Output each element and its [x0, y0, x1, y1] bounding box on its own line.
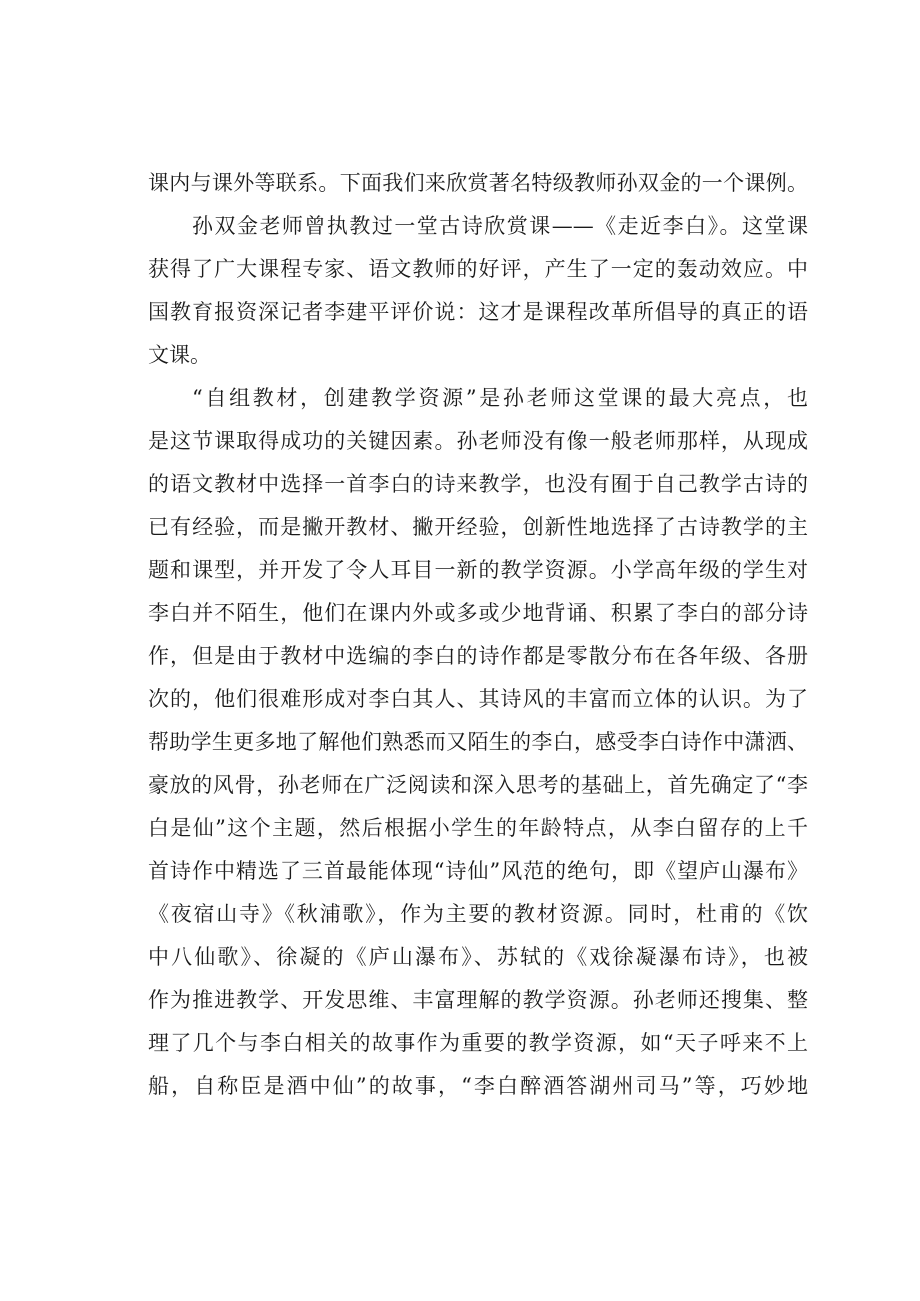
- text-line-15: 豪放的风骨，孙老师在广泛阅读和深入思考的基础上，首先确定了“李: [148, 773, 808, 797]
- text-line-8: 的语文教材中选择一首李白的诗来教学，也没有囿于自己教学古诗的: [148, 472, 808, 496]
- text-line-22: 船，自称臣是酒中仙”的故事，“李白醉酒答湖州司马”等，巧妙地: [148, 1074, 808, 1098]
- text-line-21: 理了几个与李白相关的故事作为重要的教学资源，如“天子呼来不上: [148, 1031, 808, 1055]
- text-line-6: “自组教材，创建教学资源”是孙老师这堂课的最大亮点，也: [192, 386, 808, 410]
- text-line-17: 首诗作中精选了三首最能体现“诗仙”风范的绝句，即《望庐山瀑布》: [148, 859, 808, 883]
- text-line-5: 文课。: [148, 343, 211, 367]
- text-line-1: 课内与课外等联系。下面我们来欣赏著名特级教师孙双金的一个课例。: [148, 171, 808, 195]
- text-line-3: 获得了广大课程专家、语文教师的好评，产生了一定的轰动效应。中: [148, 257, 808, 281]
- text-line-7: 是这节课取得成功的关键因素。孙老师没有像一般老师那样，从现成: [148, 429, 808, 453]
- text-line-18: 《夜宿山寺》《秋浦歌》，作为主要的教材资源。同时，杜甫的《饮: [148, 902, 808, 926]
- text-line-13: 次的，他们很难形成对李白其人、其诗风的丰富而立体的认识。为了: [148, 687, 808, 711]
- text-line-20: 作为推进教学、开发思维、丰富理解的教学资源。孙老师还搜集、整: [148, 988, 808, 1012]
- text-line-11: 李白并不陌生，他们在课内外或多或少地背诵、积累了李白的部分诗: [148, 601, 808, 625]
- text-line-19: 中八仙歌》、徐凝的《庐山瀑布》、苏轼的《戏徐凝瀑布诗》，也被: [148, 945, 808, 969]
- text-line-10: 题和课型，并开发了令人耳目一新的教学资源。小学高年级的学生对: [148, 558, 808, 582]
- text-line-2: 孙双金老师曾执教过一堂古诗欣赏课——《走近李白》。这堂课: [192, 214, 808, 238]
- text-line-4: 国教育报资深记者李建平评价说：这才是课程改革所倡导的真正的语: [148, 300, 808, 324]
- text-line-12: 作，但是由于教材中选编的李白的诗作都是零散分布在各年级、各册: [148, 644, 808, 668]
- text-line-9: 已有经验，而是撇开教材、撇开经验，创新性地选择了古诗教学的主: [148, 515, 808, 539]
- text-line-14: 帮助学生更多地了解他们熟悉而又陌生的李白，感受李白诗作中潇洒、: [148, 730, 808, 754]
- text-line-16: 白是仙”这个主题，然后根据小学生的年龄特点，从李白留存的上千: [148, 816, 808, 840]
